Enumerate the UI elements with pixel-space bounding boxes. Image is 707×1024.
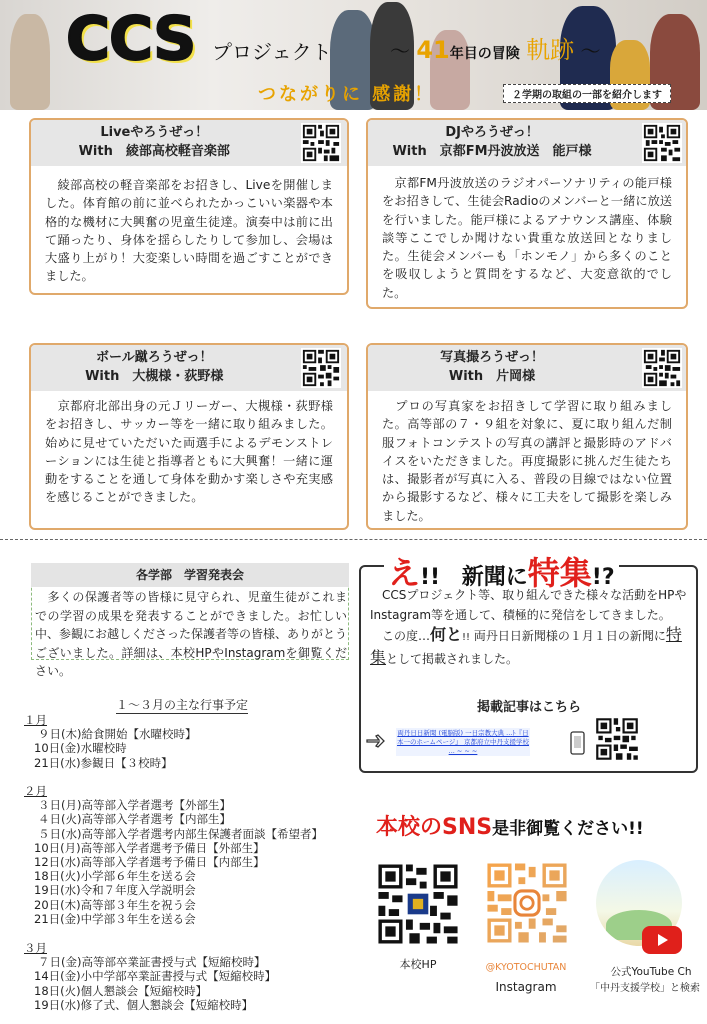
card-body-3: 京都府北部出身の元Ｊリーガー、大槻様・荻野様をお招きし、サッカー等を一緒に取り組みました。始めに見せていただいた両選手によるデモンストレーションには生徒と指導者ともに大興奮！一緒に運動をすることを通して身体を動かす楽しさや充実感を感じることができました。 [45, 399, 333, 505]
instagram-qr-code-icon[interactable] [484, 860, 570, 946]
project-label: プロジェクト [212, 40, 332, 64]
card-title-4: 写真撮ろうぜっ！ [440, 350, 544, 365]
presentation-body: 多くの保護者等の皆様に見守られ、児童生徒がこれまでの学習の成果を発表することができました。お忙しい中、参観にお越しくださった保護者等の皆様、ありがとうございました。詳細は、本校HPやInstagramを御覧ください。 [35, 590, 348, 678]
qr-code-icon[interactable] [642, 123, 682, 163]
card-subtitle-2: With 京都FM丹波放送 能戸様 [392, 144, 592, 159]
qr-code-icon[interactable] [301, 348, 341, 388]
schedule-item: 14日(金)小中学部卒業証書授与式【短縮校時】 [34, 969, 277, 984]
homepage-label: 本校HP [399, 958, 437, 971]
qr-code-icon[interactable] [301, 123, 341, 163]
schedule-february [24, 784, 323, 926]
schedule-january [24, 713, 196, 770]
schedule-item: ７日(金)高等部卒業証書授与式【短縮校時】 [38, 955, 266, 970]
card-subtitle-3: With 大槻様・荻野様 [85, 369, 224, 384]
card-title-2: DJやろうぜっ！ [445, 125, 539, 140]
schedule-item: 18日(火)小学部６年生を送る会 [34, 869, 196, 884]
schedule-item: 21日(水)参観日【３校時】 [34, 755, 173, 770]
qr-code-icon[interactable] [642, 348, 682, 388]
schedule-item: ９日(木)給食開始【水曜校時】 [38, 727, 197, 742]
card-live [29, 118, 349, 295]
schedule-item: 20日(木)高等部３年生を祝う会 [34, 897, 196, 912]
month-label: ３月 [24, 941, 47, 955]
card-soccer [29, 343, 349, 530]
card-dj [366, 118, 688, 309]
schedule-item: 18日(火)個人懇談会【短縮校時】 [34, 983, 208, 998]
section-divider [0, 539, 707, 540]
schedule-item: 12日(水)高等部入学者選考予備日【内部生】 [34, 855, 265, 870]
card-title-3: ボール蹴ろうぜっ！ [95, 350, 213, 365]
thanks-text: つながりに 感謝！ [258, 84, 436, 105]
pointing-hand-icon [365, 730, 391, 752]
schedule-item: ３日(月)高等部入学者選考【外部生】 [38, 798, 231, 813]
presentation-title: 各学部 学習発表会 [31, 563, 349, 587]
card-body-1: 綾部高校の軽音楽部をお招きし、Liveを開催しました。体育館の前に並べられたかっこいい楽器や本格的な機材に大興奮の児童生徒達。演奏中は前に出て踊ったり、身体を揺らしたりして参加し、会場は大盛り上がり！大変楽しい時間を過ごすことができました。 [45, 178, 333, 284]
schedule-item: 19日(水)令和７年度入学説明会 [34, 883, 196, 898]
schedule-item: ４日(火)高等部入学者選考【内部生】 [38, 812, 231, 827]
youtube-search-hint: 「中丹支援学校」と検索 [590, 983, 700, 994]
schedule-item: 19日(水)修了式、個人懇談会【短縮校時】 [34, 997, 254, 1012]
newspaper-headline: え!! 新聞に特集!? [384, 548, 619, 594]
schedule-march [24, 941, 276, 1012]
card-subtitle-1: With 綾部高校軽音楽部 [78, 144, 230, 159]
article-link-title: 掲載記事はこちら [476, 700, 581, 715]
sns-title: 本校のSNS是非御覧ください!! [376, 815, 644, 840]
card-body-2: 京都FM丹波放送のラジオパーソナリティの能戸様をお招きして、生徒会Radioのメンバーと一緒に放送を行いました。能戸様によるアナウンス講座、体験談等ここでしか聞けない貴重な放送回となりました。生徒会メンバーも「ホンモノ」から多くのことを吸収しようと質問をするなど、大変意欲的でした。 [382, 176, 672, 300]
schedule-item: 21日(金)中学部３年生を送る会 [34, 911, 196, 926]
intro-badge: ２学期の取組の一部を紹介します [503, 84, 671, 103]
schedule-item: ５日(水)高等部入学者選考内部生保護者面談【希望者】 [38, 826, 323, 841]
card-photo [366, 343, 688, 530]
youtube-icon[interactable] [641, 925, 683, 955]
homepage-qr-code-icon[interactable] [375, 861, 461, 947]
schedule-item: 10日(金)水曜校時 [34, 741, 127, 756]
qr-code-icon[interactable] [594, 716, 640, 762]
year-heading: 〜 41年目の冒険 軌跡 〜 [390, 36, 601, 64]
article-link[interactable]: 両丹日日新聞 (電脳版) 一日宗教大典 ...ﾄ『日本一のホームページ』 京都府立中丹支援学校 ... ~ ~ ~ [397, 729, 529, 755]
schedule-title: １～３月の主な行事予定 [116, 698, 249, 712]
schedule-item: 10日(月)高等部入学者選考予備日【外部生】 [34, 840, 265, 855]
ccs-logo: CCS [66, 4, 196, 74]
youtube-label: 公式YouTube Ch [610, 966, 692, 978]
instagram-label: Instagram [495, 980, 557, 994]
month-label: １月 [24, 713, 47, 727]
card-body-4: プロの写真家をお招きして学習に取り組みました。高等部の７・９組を対象に、夏に取り組んだ制服フォトコンテストの写真の講評と撮影時のアドバイスをいただきました。再度撮影に挑んだ生徒たちは、撮影者が写真に入る、普段の目線ではない位置から撮影するなど、様々に工夫をして撮影を楽しみました。 [382, 399, 672, 523]
month-label: ２月 [24, 784, 47, 798]
phone-icon [565, 730, 591, 756]
instagram-handle: @KYOTOCHUTAN [485, 962, 567, 973]
card-subtitle-4: With 片岡様 [448, 369, 536, 384]
card-title-1: Liveやろうぜっ！ [100, 125, 209, 140]
newspaper-body: CCSプロジェクト等、取り組んできた様々な活動をHPやInstagram等を通して、積極的に発信をしてきました。 この度…何と!! 両丹日日新聞様の１月１日の新聞に特集として掲載されました。 [370, 588, 687, 667]
